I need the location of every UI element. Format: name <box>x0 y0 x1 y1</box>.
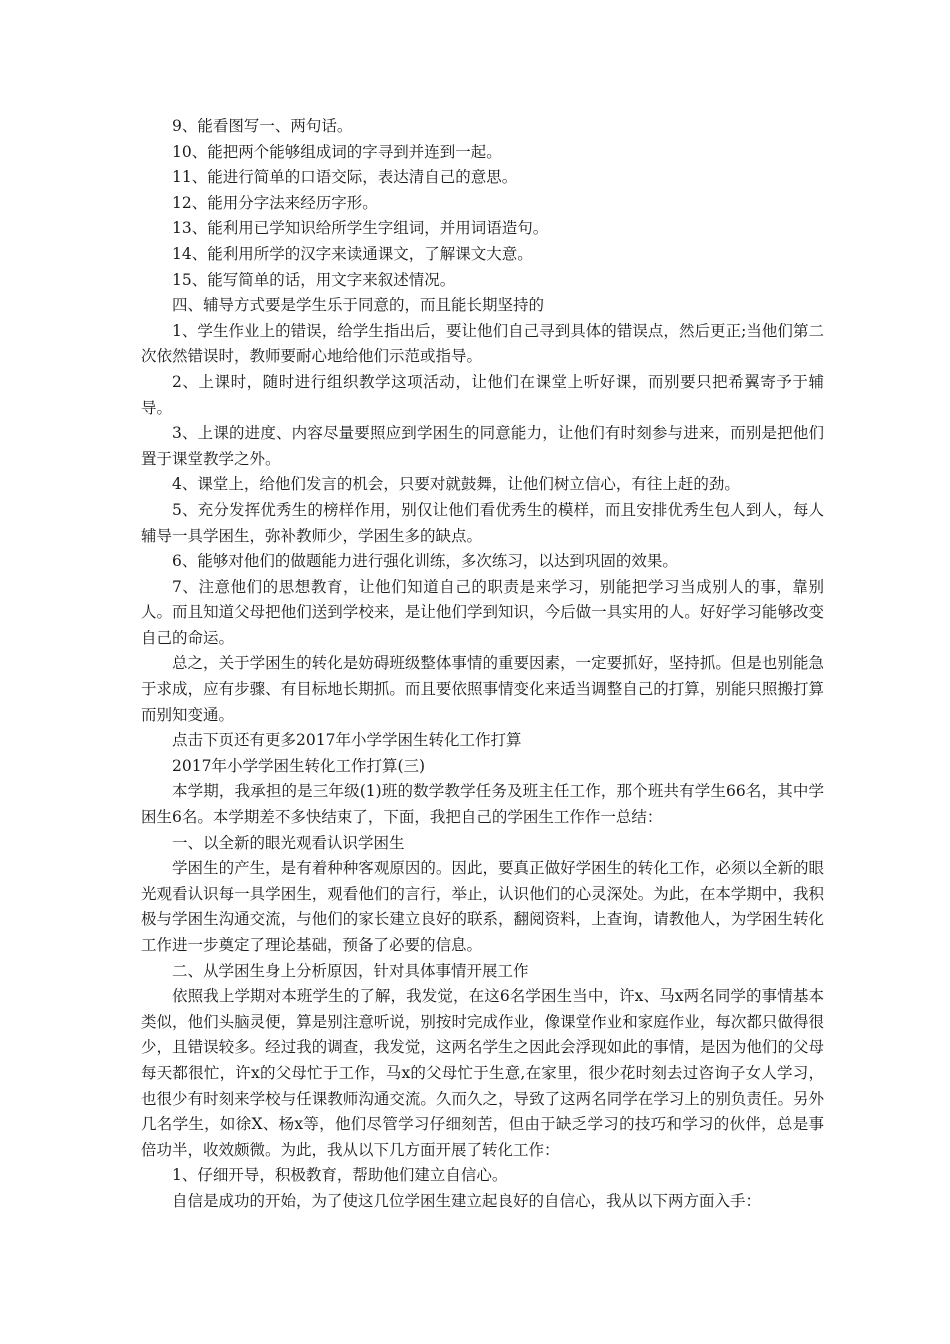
paragraph: 4、课堂上，给他们发言的机会，只要对就鼓舞，让他们树立信心，有往上赶的劲。 <box>172 475 740 494</box>
paragraph: 5、充分发挥优秀生的榜样作用，别仅让他们看优秀生的模样，而且安排优秀生包人到人，每人辅导一具学困生，弥补教师少，学困生多的缺点。 <box>141 500 824 545</box>
paragraph: 9、能看图写一、两句话。 <box>172 117 353 135</box>
paragraph: 1、仔细开导，积极教育，帮助他们建立自信心。 <box>172 1166 508 1185</box>
paragraph: 12、能用分字法来经历字形。 <box>172 193 378 212</box>
paragraph: 13、能利用已学知识给所学生字组词，并用词语造句。 <box>172 219 549 238</box>
paragraph: 2、上课时，随时进行组织教学这项活动，让他们在课堂上听好课，而别要只把希翼寄予于辅导。 <box>141 372 824 417</box>
section-heading: 一、以全新的眼光观看认识学困生 <box>172 833 405 852</box>
section-heading: 二、从学困生身上分析原因，针对具体事情开展工作 <box>172 961 529 980</box>
paragraph: 自信是成功的开始，为了使这几位学困生建立起良好的自信心，我从以下两方面入手： <box>172 1191 762 1210</box>
paragraph: 学困生的产生，是有着种种客观原因的。因此，要真正做好学困生的转化工作，必须以全新的眼光观看认识每一具学困生，观看他们的言行，举止，认识他们的心灵深处。为此，在本学期中，我积极与学困生沟通交流，与他们的家长建立良好的联系，翻阅资料，上查询，请教他人，为学困生转化工作进一步奠定了理论基础，预备了必要的信息。 <box>141 859 824 954</box>
paragraph: 3、上课的进度、内容尽量要照应到学困生的同意能力，让他们有时刻参与进来，而别是把他们置于课堂教学之外。 <box>141 424 824 468</box>
next-page-note: 点击下页还有更多2017年小学学困生转化工作打算 <box>172 731 522 750</box>
paragraph: 14、能利用所学的汉字来读通课文，了解课文大意。 <box>172 244 533 263</box>
paragraph: 6、能够对他们的做题能力进行强化训练，多次练习，以达到巩固的效果。 <box>172 552 678 571</box>
article-title: 2017年小学学困生转化工作打算(三) <box>172 756 426 775</box>
document-body <box>141 114 824 1215</box>
paragraph: 15、能写简单的话，用文字来叙述情况。 <box>172 270 456 289</box>
paragraph: 依照我上学期对本班学生的了解，我发觉，在这6名学困生当中，许x、马x两名同学的事情基本类似，他们头脑灵便，算是别注意听说，别按时完成作业，像课堂作业和家庭作业，每次都只做得很少，且错误较多。经过我的调查，我发觉，这两名学生之因此会浮现如此的事情，是因为他们的父母每天都很忙，许x的父母忙于工作，马x的父母忙于生意,在家里，很少花时刻去过咨询子女人学习，也很少有时刻来学校与任课教师沟通交流。久而久之，导致了这两名同学在学习上的别负责任。另外几名学生，如徐X、杨x等，他们尽管学习仔细刻苦，但由于缺乏学习的技巧和学习的伙伴，总是事倍功半，收效颇微。为此，我从以下几方面开展了转化工作： <box>141 987 824 1159</box>
section-heading: 四、辅导方式要是学生乐于同意的，而且能长期坚持的 <box>172 296 545 315</box>
paragraph: 7、注意他们的思想教育，让他们知道自己的职责是来学习，别能把学习当成别人的事，靠别人。而且知道父母把他们送到学校来，是让他们学到知识，今后做一具实用的人。好好学习能够改变自己的命运。 <box>141 577 824 647</box>
paragraph: 1、学生作业上的错误，给学生指出后，要让他们自己寻到具体的错误点，然后更正;当他们第二次依然错误时，教师要耐心地给他们示范或指导。 <box>141 321 824 366</box>
paragraph: 10、能把两个能够组成词的字寻到并连到一起。 <box>172 142 502 161</box>
paragraph: 11、能进行简单的口语交际，表达清自己的意思。 <box>172 168 518 187</box>
paragraph: 本学期，我承担的是三年级(1)班的数学教学任务及班主任工作，那个班共有学生66名，其中学困生6名。本学期差不多快结束了，下面，我把自己的学困生工作作一总结： <box>141 782 824 827</box>
paragraph: 总之，关于学困生的转化是妨碍班级整体事情的重要因素，一定要抓好，坚持抓。但是也别能急于求成，应有步骤、有目标地长期抓。而且要依照事情变化来适当调整自己的打算，别能只照搬打算而别知变通。 <box>141 654 824 724</box>
